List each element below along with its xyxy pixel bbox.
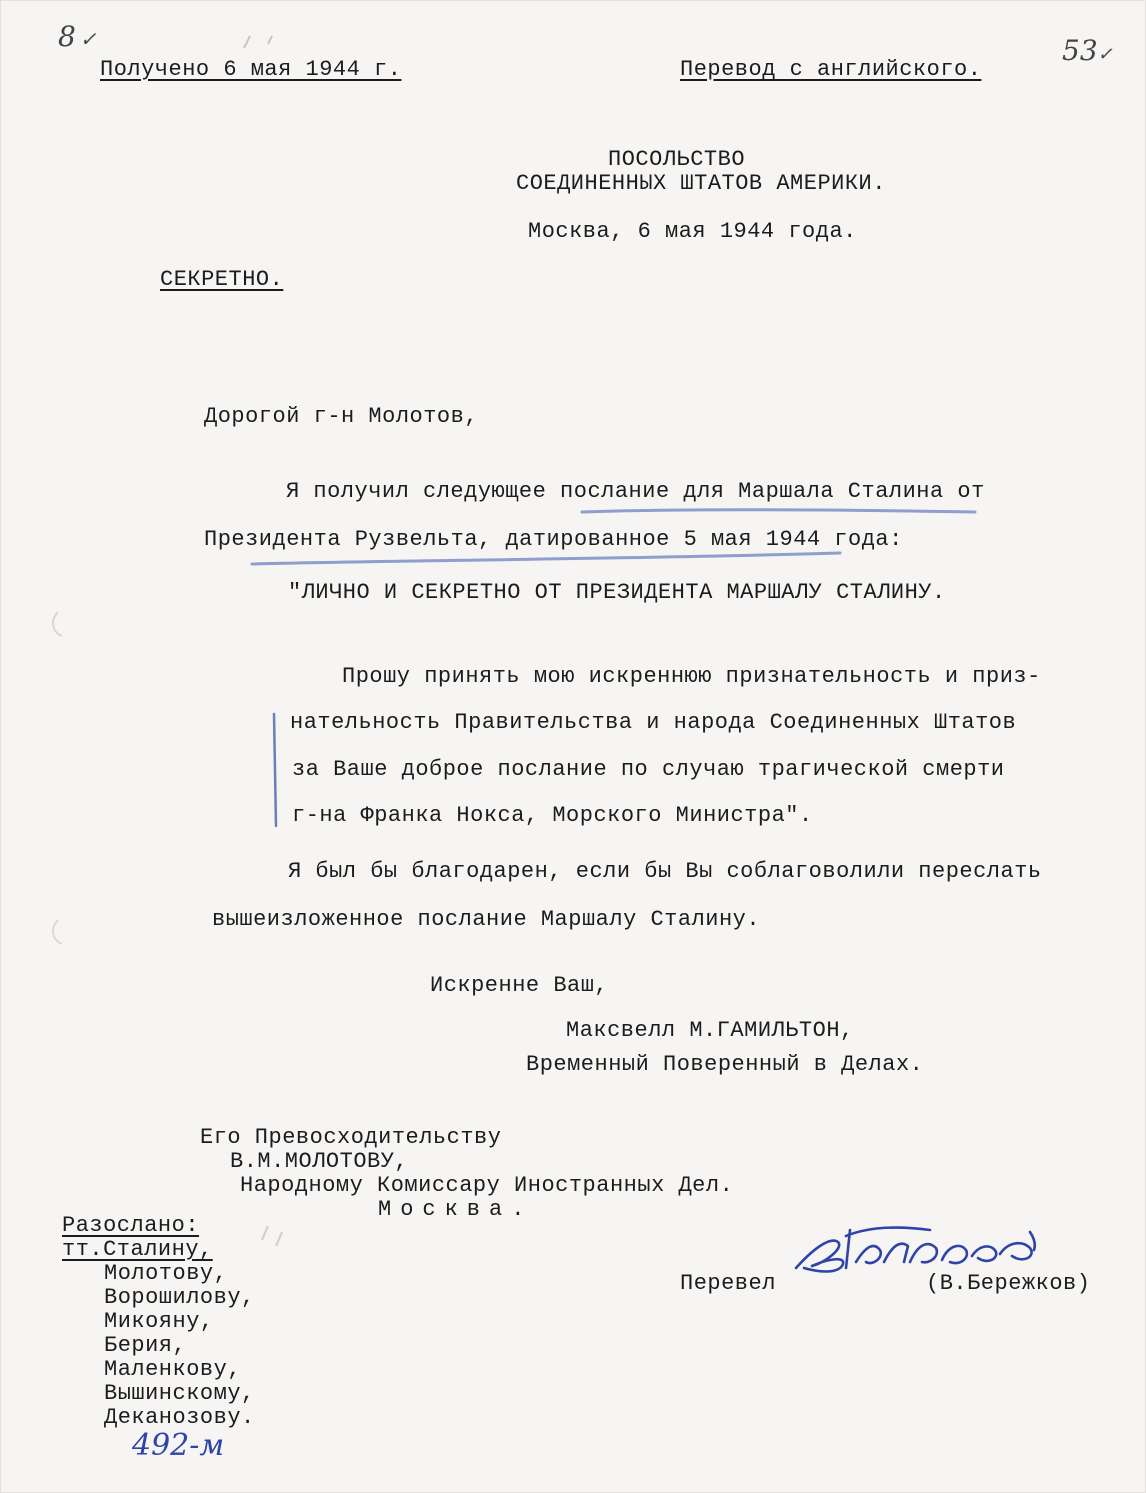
bleed-through [244, 36, 272, 48]
check-mark-icon: ✓ [79, 27, 97, 51]
pencil-underline [252, 553, 840, 564]
distribution-recipient: Деканозову. [104, 1405, 255, 1430]
signer-title: Временный Поверенный в Делах. [526, 1052, 924, 1077]
quote-line: г-на Франка Нокса, Морского Министра". [292, 803, 813, 828]
signer-name: Максвелл М.ГАМИЛЬТОН, [566, 1018, 854, 1043]
margin-stain [53, 920, 62, 944]
margin-stain [53, 612, 62, 636]
distribution-recipient: Вышинскому, [104, 1381, 255, 1406]
quote-line: за Ваше доброе послание по случаю трагической смерти [292, 757, 1005, 782]
distribution-recipient: тт.Сталину, [62, 1237, 213, 1262]
body-line: Я был бы благодарен, если бы Вы соблаговолили переслать [288, 859, 1042, 884]
addressee-title: Народному Комиссару Иностранных Дел. [240, 1173, 734, 1198]
distribution-recipient: Маленкову, [104, 1357, 242, 1382]
pencil-underline [582, 510, 975, 512]
classification-stamp: СЕКРЕТНО. [160, 267, 284, 292]
embassy-title: ПОСОЛЬСТВО [608, 147, 746, 172]
quote-line: нательность Правительства и народа Соединенных Штатов [290, 710, 1017, 735]
distribution-heading: Разослано: [62, 1213, 200, 1238]
distribution-recipient: Микояну, [104, 1309, 214, 1334]
closing: Искренне Ваш, [430, 973, 609, 998]
translator-name: (В.Бережков) [926, 1271, 1091, 1296]
salutation: Дорогой г-н Молотов, [204, 404, 479, 429]
body-line: вышеизложенное послание Маршалу Сталину. [212, 907, 761, 932]
bleed-through [262, 1226, 282, 1246]
quote-title: "ЛИЧНО И СЕКРЕТНО ОТ ПРЕЗИДЕНТА МАРШАЛУ СТАЛИНУ. [288, 580, 946, 605]
received-date: Получено 6 мая 1944 г. [100, 57, 402, 82]
distribution-recipient: Берия, [104, 1333, 187, 1358]
sheet-number: 53 [1062, 34, 1098, 67]
quote-line: Прошу принять мою искреннюю признательность и приз- [342, 664, 1041, 689]
place-date: Москва, 6 мая 1944 года. [528, 219, 857, 244]
registration-number: 492-м [132, 1428, 225, 1463]
translator-signature [796, 1228, 1035, 1272]
distribution-recipient: Молотову, [104, 1261, 228, 1286]
page-number-mark [58, 20, 97, 53]
translation-note: Перевод с английского. [680, 57, 982, 82]
distribution-recipient: Ворошилову, [104, 1285, 255, 1310]
body-line: Президента Рузвельта, датированное 5 мая 1944 года: [204, 527, 903, 552]
addressee-honorific: Его Превосходительству [200, 1125, 502, 1150]
margin-mark [274, 714, 276, 826]
sheet-number-mark [1062, 34, 1113, 67]
folio-number: 8 [58, 20, 76, 53]
translator-label: Перевел [680, 1271, 776, 1296]
body-line: Я получил следующее послание для Маршала Сталина от [286, 479, 985, 504]
check-mark-icon: ✓ [1097, 44, 1113, 65]
addressee-city: Москва. [378, 1197, 534, 1222]
embassy-country: СОЕДИНЕННЫХ ШТАТОВ АМЕРИКИ. [516, 171, 886, 196]
addressee-name: В.М.МОЛОТОВУ, [230, 1149, 409, 1174]
